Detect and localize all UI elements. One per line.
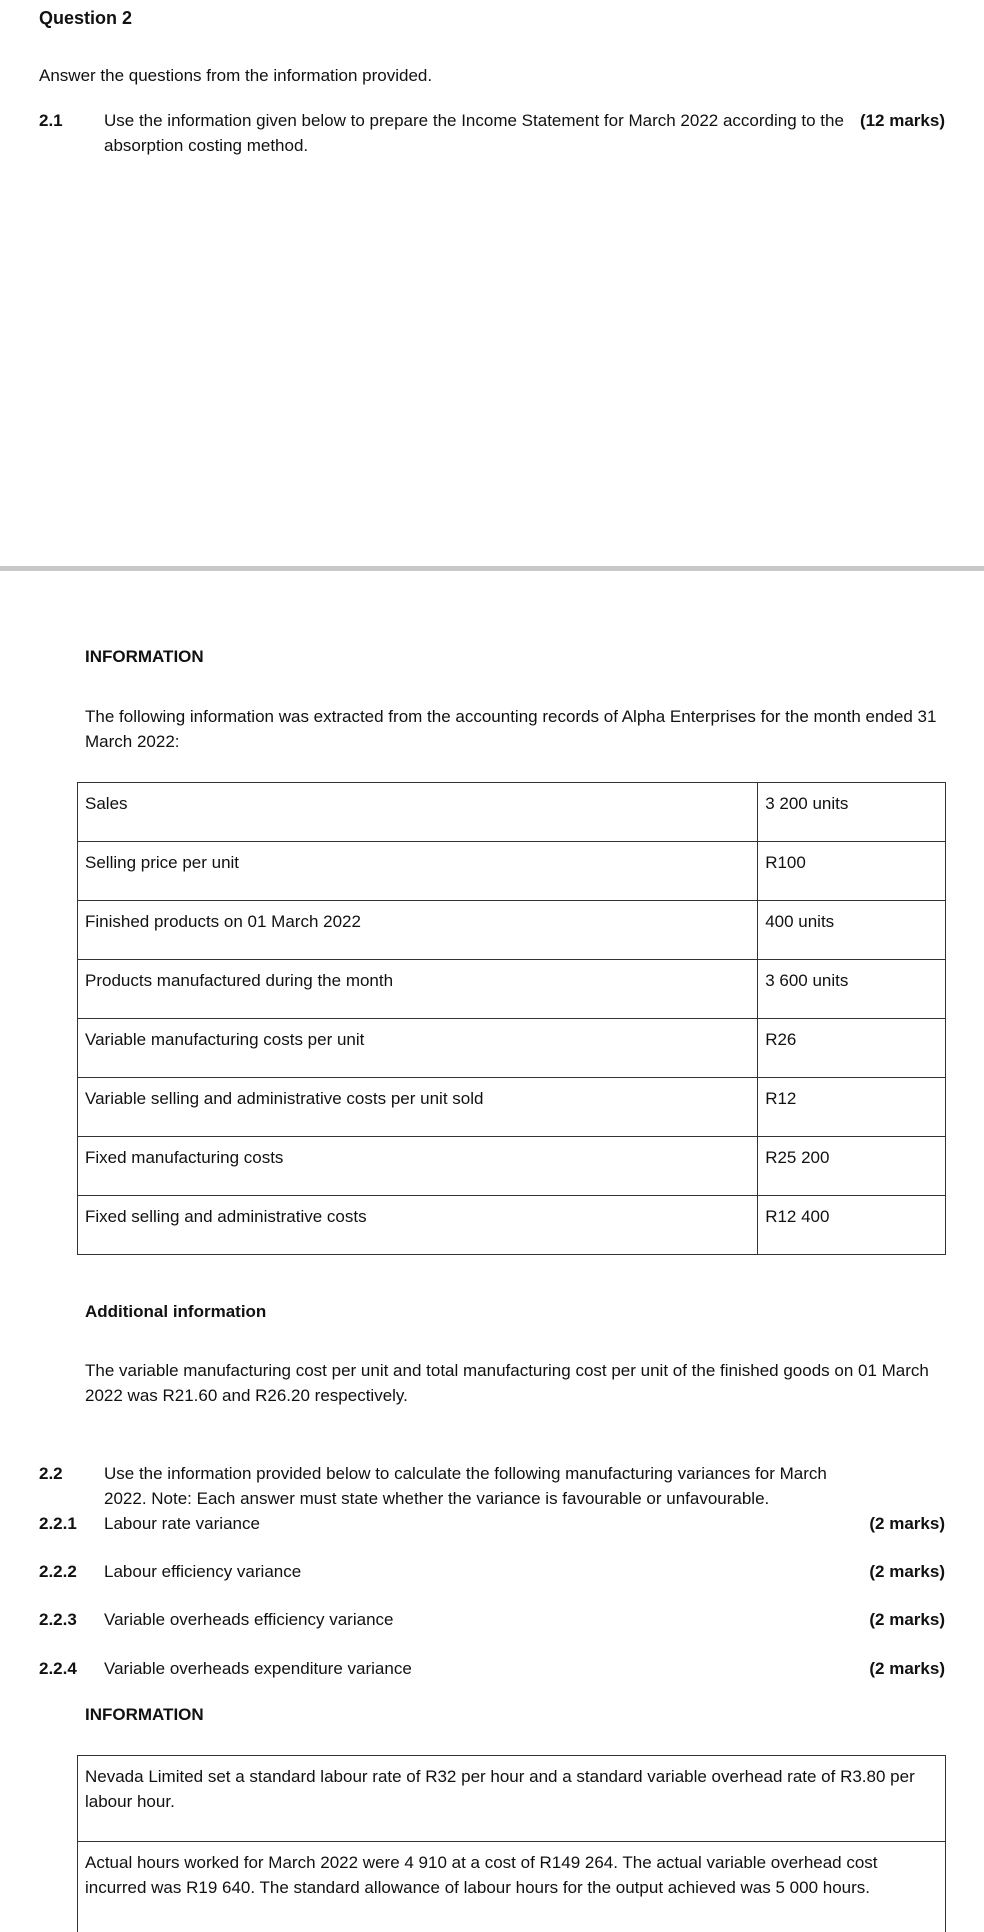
sub-question-marks: (2 marks) [869,1514,945,1533]
table-label: Sales [78,783,758,842]
section-text: Use the information provided below to calculate the following manufacturing variances for March 2022. Note: Each answer must state whether the variance is favourable or unfavourable. [104,1464,827,1508]
info-heading: INFORMATION [85,647,204,666]
sub-question-marks: (2 marks) [869,1659,945,1678]
sub-question-marks: (2 marks) [869,1610,945,1629]
table-value: R100 [758,842,946,901]
sub-question-text: Variable overheads expenditure variance [104,1659,412,1678]
table-label: Fixed manufacturing costs [78,1137,758,1196]
section-marks: (12 marks) [859,111,945,130]
table-row [78,1078,946,1137]
sub-question-number: 2.2.3 [39,1610,77,1629]
table-row [78,1196,946,1255]
sub-question-marks: (2 marks) [869,1562,945,1581]
sub-question-number: 2.2.4 [39,1659,77,1678]
table-value: R25 200 [758,1137,946,1196]
sub-question-number: 2.2.2 [39,1562,77,1581]
page-divider [0,566,984,571]
table-label: Variable manufacturing costs per unit [78,1019,758,1078]
table-label: Fixed selling and administrative costs [78,1196,758,1255]
question-heading: Question 2 [39,8,133,28]
table-row [78,1019,946,1078]
sub-question-text: Variable overheads efficiency variance [104,1610,394,1629]
info-box-row [78,1756,946,1842]
sub-question-text: Labour rate variance [104,1514,260,1533]
table-label: Finished products on 01 March 2022 [78,901,758,960]
section-text: Use the information given below to prepare the Income Statement for March 2022 according to the absorption costing method. [104,111,844,155]
info-heading: INFORMATION [85,1705,204,1724]
table-value: 400 units [758,901,946,960]
table-label: Products manufactured during the month [78,960,758,1019]
table-row [78,1137,946,1196]
table-row [78,842,946,901]
table-value: 3 600 units [758,960,946,1019]
additional-heading: Additional information [85,1302,267,1321]
info-box-text: Nevada Limited set a standard labour rate of R32 per hour and a standard variable overhead rate of R3.80 per labour hour. [78,1756,946,1842]
info-box-row [78,1842,946,1932]
table-label: Selling price per unit [78,842,758,901]
info-box-text: Actual hours worked for March 2022 were 4 910 at a cost of R149 264. The actual variable overhead cost incurred was R19 640. The standard allowance of labour hours for the output achieved was 5 000 hours. [78,1842,946,1932]
info-paragraph: The following information was extracted from the accounting records of Alpha Enterprises for the month ended 31 March 2022: [85,707,937,751]
sub-question-text: Labour efficiency variance [104,1562,302,1581]
info-table [77,782,946,1255]
additional-paragraph: The variable manufacturing cost per unit and total manufacturing cost per unit of the finished goods on 01 March 2022 was R21.60 and R26.20 respectively. [85,1361,929,1405]
table-value: 3 200 units [758,783,946,842]
table-row [78,960,946,1019]
table-row [78,783,946,842]
table-value: R12 [758,1078,946,1137]
sub-question-number: 2.2.1 [39,1514,77,1533]
intro-text: Answer the questions from the information provided. [39,66,433,85]
table-value: R12 400 [758,1196,946,1255]
table-row [78,901,946,960]
table-label: Variable selling and administrative costs per unit sold [78,1078,758,1137]
section-number: 2.1 [39,111,63,130]
info-box [77,1755,946,1932]
section-number: 2.2 [39,1464,63,1483]
table-value: R26 [758,1019,946,1078]
